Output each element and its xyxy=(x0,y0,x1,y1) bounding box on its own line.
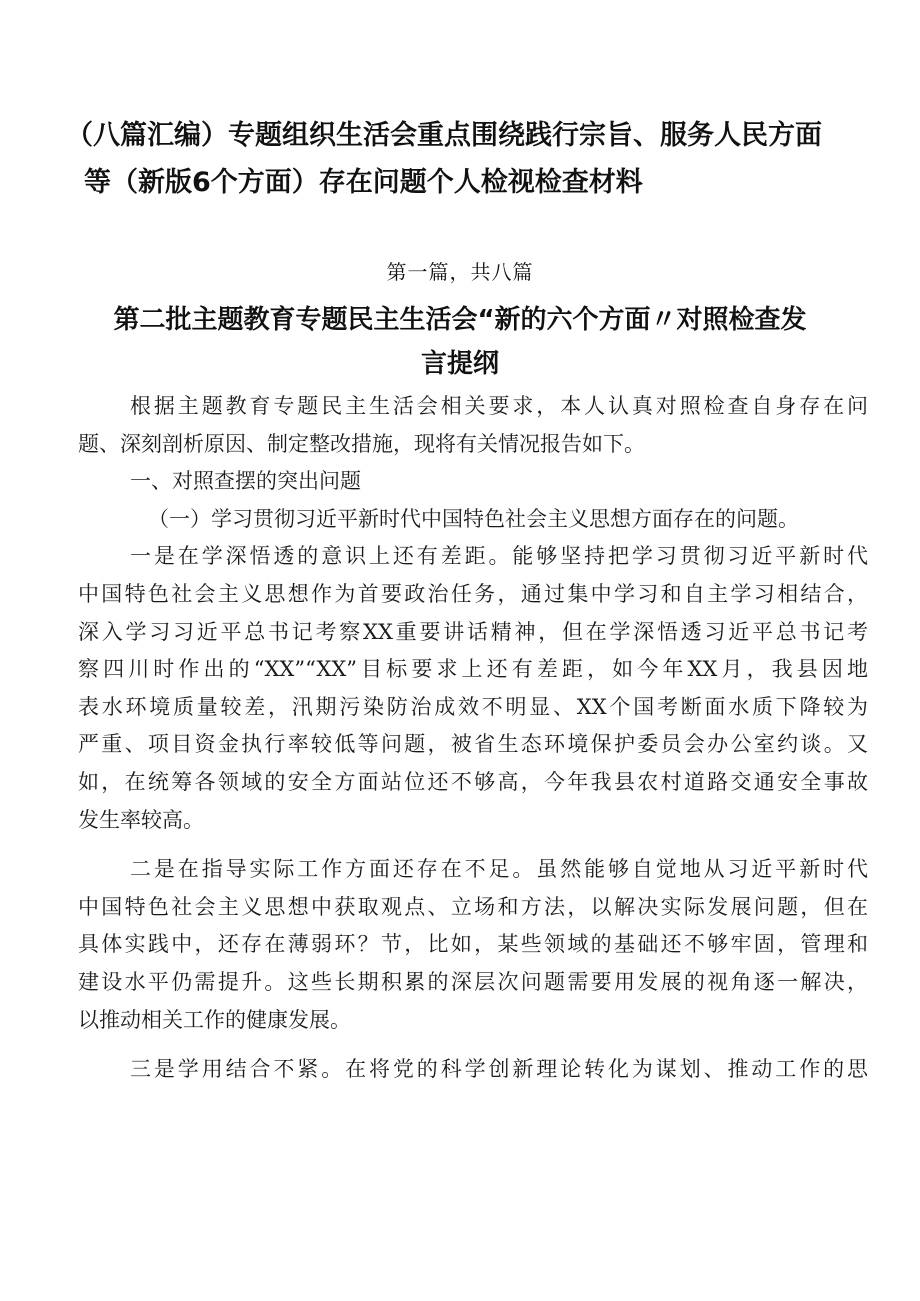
article-title xyxy=(100,298,820,386)
article-title-line-2: 言提纲 xyxy=(420,349,499,379)
body-line: 具体实践中，还存在薄弱环？节，比如，某些领域的基础还不够牢固，管理和 xyxy=(78,932,868,957)
body-line: 表水环境质量较差，汛期污染防治成效不明显、XX个国考断面水质下降较为 xyxy=(78,694,868,719)
body-line: 建设水平仍需提升。这些长期积累的深层次问题需要用发展的视角逐一解决， xyxy=(78,969,868,994)
body-line: 深入学习习近平总书记考察XX重要讲话精神，但在学深悟透习近平总书记考 xyxy=(78,619,868,644)
document-title-line-1: （八篇汇编）专题组织生活会重点围绕践行宗旨、服务人民方面 xyxy=(66,120,822,151)
body-line: 根据主题教育专题民主生活会相关要求，本人认真对照检查自身存在问 xyxy=(130,394,868,418)
body-line: 察四川时作出的“XX”“XX”目标要求上还有差距，如今年XX月，我县因地 xyxy=(78,657,868,682)
article-index: 第一篇，共八篇 xyxy=(386,260,534,284)
body-line: 中国特色社会主义思想作为首要政治任务，通过集中学习和自主学习相结合， xyxy=(78,581,868,606)
body-line: 二是在指导实际工作方面还存在不足。虽然能够自觉地从习近平新时代 xyxy=(130,857,868,882)
paragraph-gap xyxy=(78,839,868,851)
body-line: 如，在统筹各领域的安全方面站位还不够高，今年我县农村道路交通安全事故 xyxy=(78,769,868,794)
body-line: 一是在学深悟透的意识上还有差距。能够坚持把学习贯彻习近平新时代 xyxy=(130,544,868,569)
section-heading: 一、对照查摆的突出问题 xyxy=(130,469,361,494)
document-title xyxy=(60,112,860,206)
paragraph-gap xyxy=(78,1039,868,1051)
body-line: 题、深刻剖析原因、制定整改措施，现将有关情况报告如下。 xyxy=(78,431,645,456)
body-text xyxy=(78,388,868,1089)
body-line: 严重、项目资金执行率较低等问题，被省生态环境保护委员会办公室约谈。又 xyxy=(78,732,868,757)
article-title-line-1: 第二批主题教育专题民主生活会“新的六个方面〃对照检查发 xyxy=(113,305,807,335)
body-line: 三是学用结合不紧。在将党的科学创新理论转化为谋划、推动工作的思 xyxy=(130,1057,868,1082)
subsection-heading: （一）学习贯彻习近平新时代中国特色社会主义思想方面存在的问题。 xyxy=(148,506,799,531)
body-line: 中国特色社会主义思想中获取观点、立场和方法，以解决实际发展问题，但在 xyxy=(78,894,868,919)
body-line: 以推动相关工作的健康发展。 xyxy=(78,1007,351,1032)
document-title-line-2: 等（新版6个方面）存在问题个人检视检查材料 xyxy=(84,167,643,198)
body-line: 发生率较高。 xyxy=(78,807,204,832)
